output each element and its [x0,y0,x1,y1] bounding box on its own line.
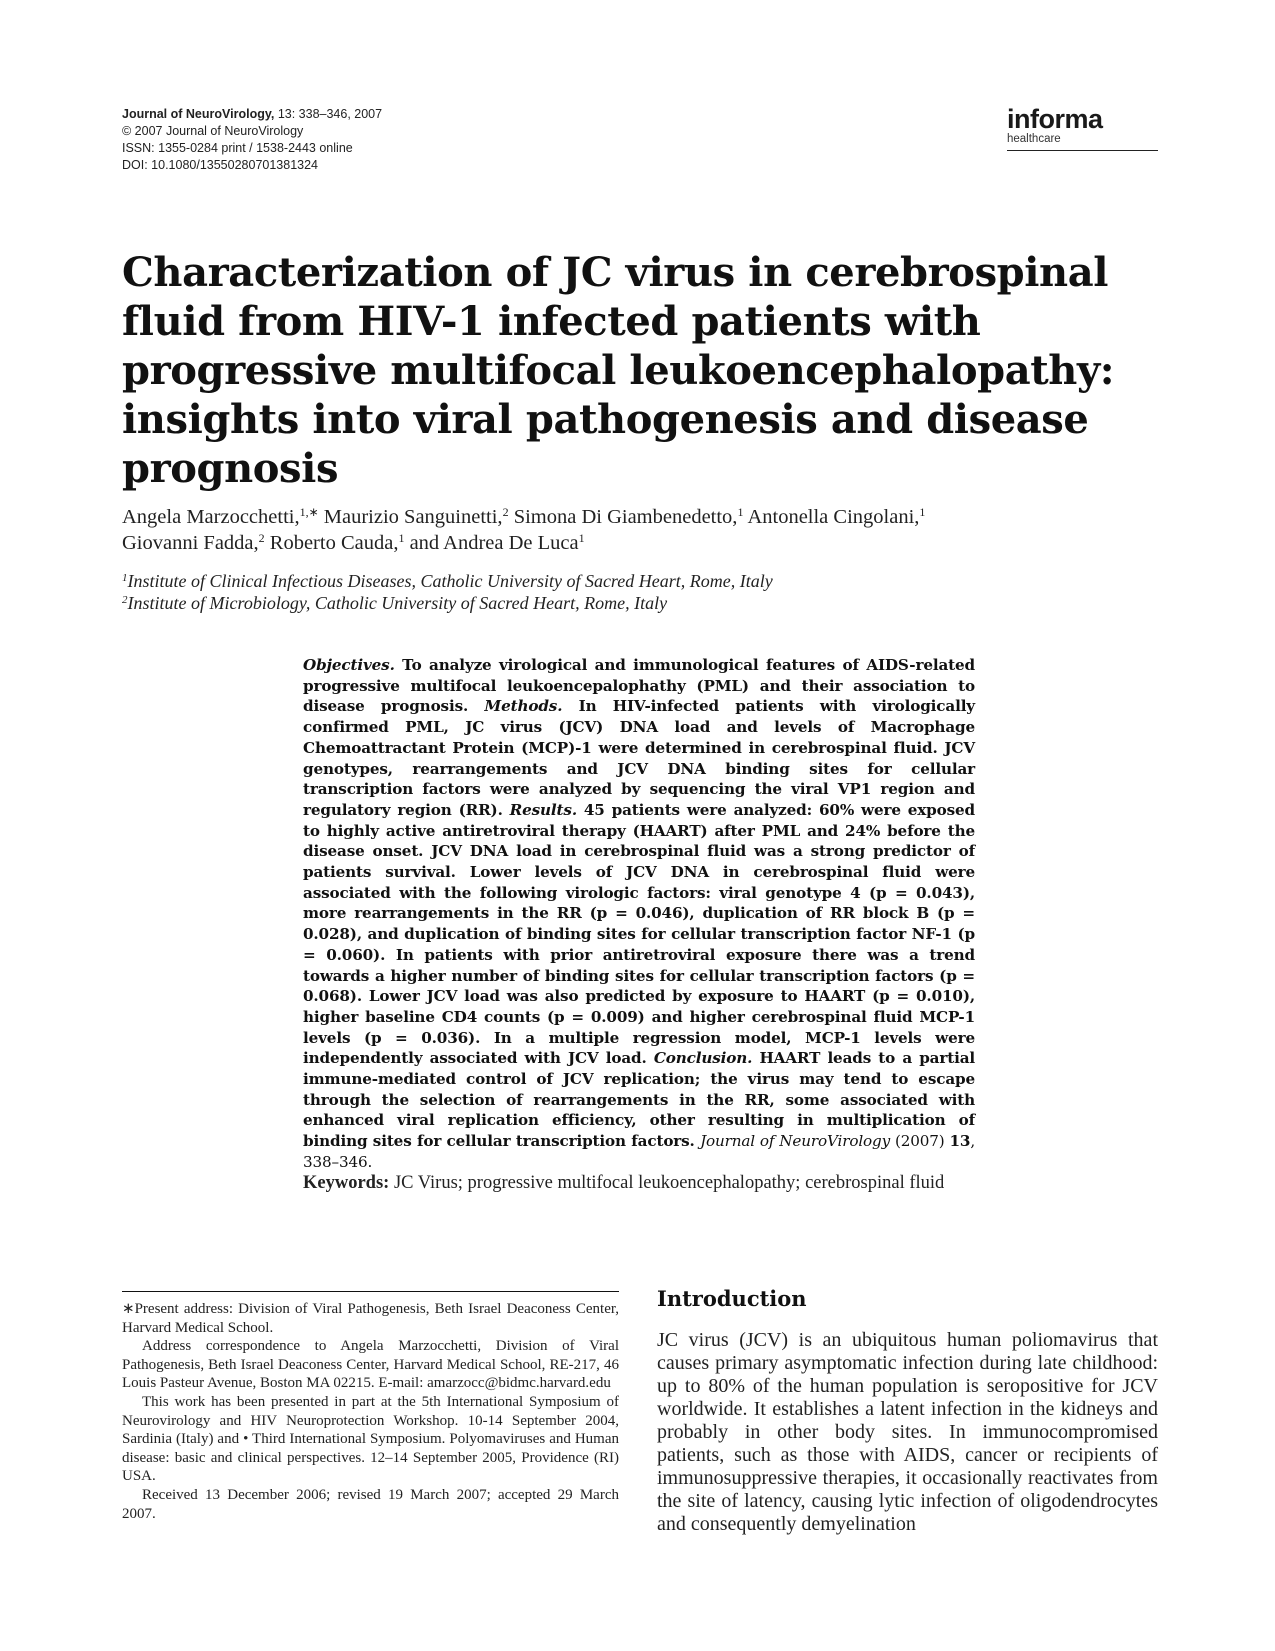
author-affiliation-mark: 2 [258,531,265,545]
journal-volume-pages: 13: 338–346, 2007 [274,107,383,121]
author-name: Antonella Cingolani, [747,506,920,528]
citation-year: (2007) [890,1132,950,1151]
keywords-label: Keywords: [303,1173,390,1193]
affiliation-text: Institute of Microbiology, Catholic University of Sacred Heart, Rome, Italy [127,593,668,613]
affiliation [122,592,1162,614]
abstract-methods-label: Methods. [484,697,563,716]
publisher-brand: informa [1007,104,1103,134]
footnotes [122,1300,619,1523]
footnote-received: Received 13 December 2006; revised 19 March 2007; accepted 29 March 2007. [122,1486,619,1522]
abstract-objectives-label: Objectives. [303,656,395,674]
abstract-objectives: To analyze virological and immunological features of AIDS-related progressive multifocal leukoencepalophathy (PML) and their association to disease prognosis. [303,656,975,716]
abstract-results: 45 patients were analyzed: 60% were exposed to highly active antiretroviral therapy (HAART) after PML and 24% before the disease onset. JCV DNA load in cerebrospinal fluid was a strong predictor of patients survival. Lower levels of JCV DNA in cerebrospinal fluid were associated with the following virologic factors: viral genotype 4 (p = 0.043), more rearrangements in the RR (p = 0.046), duplication of RR block B (p = 0.028), and duplication of binding sites for cellular transcription factor NF-1 (p = 0.060). In patients with prior antiretroviral exposure there was a trend towards a higher number of binding sites for cellular transcription factors (p = 0.068). Lower JCV load was also predicted by exposure to HAART (p = 0.010), higher baseline CD4 counts (p = 0.009) and higher cerebrospinal fluid MCP-1 levels (p = 0.036). In a multiple regression model, MCP-1 levels were independently associated with JCV load. [303,800,975,1068]
author-name: Maurizio Sanguinetti, [323,506,503,528]
journal-copyright: © 2007 Journal of NeuroVirology [122,124,304,138]
author-name: Simona Di Giambenedetto, [513,506,738,528]
author-name: Roberto Cauda, [269,532,399,554]
journal-meta [122,106,382,174]
journal-citation-line [122,106,382,123]
affiliation-mark: 2 [122,594,128,606]
journal-issn: ISSN: 1355-0284 print / 1538-2443 online [122,141,353,155]
footnote-correspondence: Address correspondence to Angela Marzocchetti, Division of Viral Pathogenesis, Beth Israel Deaconess Center, Harvard Medical School, RE-217, 46 Louis Pasteur Avenue, Boston MA 02215. E-mail: amarzocc@bidmc.harvard.edu [122,1338,619,1392]
abstract-methods: In HIV-infected patients with virologically confirmed PML, JC virus (JCV) DNA load and levels of Macrophage Chemoattractant Protein (MCP)-1 were determined in cerebrospinal fluid. JCV genotypes, rearrangements and JCV DNA binding sites for cellular transcription factors were analyzed by sequencing the viral VP1 region and regulatory region (RR). [303,697,975,819]
footnote-presentation: This work has been presented in part at the 5th International Symposium of Neurovirology and HIV Neuroprotection Workshop. 10-14 September 2004, Sardinia (Italy) and • Third International Symposium. Polyomaviruses and Human disease: basic and clinical perspectives. 12–14 September 2005, Providence (RI) USA. [122,1393,619,1485]
introduction-heading: Introduction [657,1286,807,1311]
citation-volume: 13 [949,1132,971,1151]
citation-pages: , 338–346. [303,1132,975,1171]
keywords [303,1173,975,1194]
keywords-text: JC Virus; progressive multifocal leukoencephalopathy; cerebrospinal fluid [389,1173,945,1193]
affiliation [122,570,1162,592]
author-affiliation-mark: 1 [398,531,405,545]
abstract-conclusion: HAART leads to a partial immune-mediated control of JCV replication; the virus may tend to escape through the selection of rearrangements in the RR, some associated with enhanced viral replication efficiency, other resulting in multiplication of binding sites for cellular transcription factors. [303,1049,975,1151]
author-list [122,504,1162,556]
citation-journal: Journal of NeuroVirology [700,1132,891,1151]
publisher-sub: healthcare [1007,133,1158,151]
article-title: Characterization of JC virus in cerebrospinal fluid from HIV-1 infected patients with progressive multifocal leukoencephalopathy: insights into viral pathogenesis and disease prognosis [122,249,1115,492]
journal-doi: DOI: 10.1080/13550280701381324 [122,158,319,172]
author-affiliation-mark: 1 [919,505,926,519]
author-affiliation-mark: 1 [578,531,585,545]
footnote-divider [122,1291,619,1292]
affiliation-mark: 1 [122,572,128,584]
affiliation-list [122,570,1162,614]
author-affiliation-mark: 1 [737,505,744,519]
introduction-body: JC virus (JCV) is an ubiquitous human poliomavirus that causes primary asymptomatic infection during late childhood: up to 80% of the human population is seropositive for JCV worldwide. It establishes a latent infection in the kidneys and probably in other body sites. In immunocompromised patients, such as those with AIDS, cancer or recipients of immunosuppressive therapies, it occasionally reactivates from the site of latency, causing lytic infection of oligodendrocytes and consequently demyelination [657,1329,1158,1535]
author-name: Angela Marzocchetti, [122,506,300,528]
author-affiliation-mark: 2 [502,505,509,519]
abstract [303,655,975,1173]
affiliation-text: Institute of Clinical Infectious Diseases, Catholic University of Sacred Heart, Rome, Italy [127,571,773,591]
abstract-conclusion-label: Conclusion. [653,1049,753,1068]
journal-name: Journal of NeuroVirology, [122,107,275,121]
publisher-logo [1007,105,1158,151]
author-name: Giovanni Fadda, [122,532,259,554]
footnote-present-address: ∗Present address: Division of Viral Pathogenesis, Beth Israel Deaconess Center, Harvard Medical School. [122,1301,619,1336]
abstract-results-label: Results. [509,800,577,819]
author-affiliation-mark: 1,∗ [299,505,319,519]
author-name: and Andrea De Luca [409,532,579,554]
